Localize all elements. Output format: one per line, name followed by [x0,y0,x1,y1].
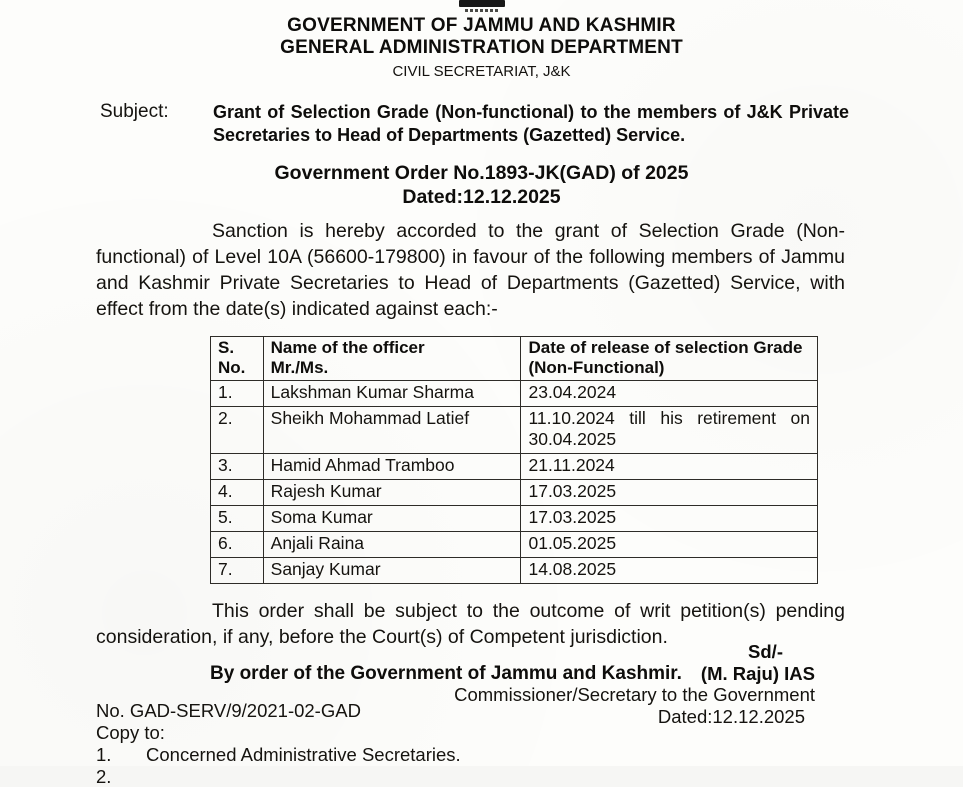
sno-cell: 1. [211,380,264,406]
header-department-line: GENERAL ADMINISTRATION DEPARTMENT [280,37,683,59]
header-date-line2: (Non-Functional) [528,357,665,377]
table-row [211,506,818,532]
copy-to-label: Copy to: [96,722,165,744]
subject-label: Subject: [100,100,169,122]
sno-cell: 6. [211,531,264,557]
table-row [211,531,818,557]
name-cell: Soma Kumar [263,506,521,532]
name-cell: Sanjay Kumar [263,557,521,583]
document-header [0,15,963,81]
table-row [211,480,818,506]
date-cell: 11.10.2024 till his retirement on 30.04.2025 [521,406,818,454]
date-cell: 01.05.2025 [521,531,818,557]
by-order-line: By order of the Government of Jammu and Kashmir. [210,663,682,685]
sno-cell: 2. [211,406,264,454]
name-cell: Hamid Ahmad Tramboo [263,454,521,480]
header-sno-line1: S. [218,337,235,357]
header-date-cell [521,336,818,380]
signature-block [454,641,815,728]
date-cell: 17.03.2025 [521,506,818,532]
date-cell: 23.04.2024 [521,380,818,406]
sno-cell: 5. [211,506,264,532]
officers-table-head [211,336,818,380]
copy-item-text: Concerned Administrative Secretaries. [146,744,461,766]
name-cell: Lakshman Kumar Sharma [263,380,521,406]
order-number-line: Government Order No.1893-JK(GAD) of 2025 [274,162,689,185]
signature-name: (M. Raju) IAS [700,662,815,684]
header-name-line2: Mr./Ms. [270,357,329,377]
signature-designation: Commissioner/Secretary to the Government [454,684,815,706]
table-row [211,454,818,480]
header-government-line: GOVERNMENT OF JAMMU AND KASHMIR [287,15,676,36]
officers-table [210,336,818,584]
header-name-line1: Name of the officer [270,337,425,357]
signature-dated: Dated:12.12.2025 [657,705,805,727]
header-name-cell [263,336,521,380]
copy-item-number: 1. [96,744,112,766]
sno-cell: 7. [211,557,264,583]
emblem-caption-strip [465,9,499,12]
name-cell: Rajesh Kumar [263,480,521,506]
header-sno-cell [211,336,264,380]
order-heading [0,162,963,210]
state-emblem-icon [452,0,512,12]
subject-block [100,101,963,148]
reference-number: No. GAD-SERV/9/2021-02-GAD [96,700,361,721]
date-cell: 21.11.2024 [521,454,818,480]
copy-item [96,744,461,765]
name-cell: Anjali Raina [263,531,521,557]
table-row [211,380,818,406]
signature-sd: Sd/- [748,641,783,662]
copy-to-list [96,744,461,787]
emblem-bar [459,0,505,7]
table-row [211,406,818,454]
copy-item-number: 2. [96,766,112,787]
date-cell: 17.03.2025 [521,480,818,506]
sno-cell: 4. [211,480,264,506]
name-cell: Sheikh Mohammad Latief [263,406,521,454]
footer-block [96,700,461,787]
officer-table-body [211,380,818,583]
subject-text: Grant of Selection Grade (Non-functional) to the members of J&K Private Secretaries to Head of Departments (Gazetted) Service. [213,101,849,145]
header-secretariat-line: CIVIL SECRETARIAT, J&K [392,62,571,80]
date-cell: 14.08.2025 [521,557,818,583]
header-date-line1: Date of release of selection Grade [528,337,803,357]
writ-petition-paragraph: This order shall be subject to the outcome of writ petition(s) pending consideration, if any, before the Court(s) of Competent jurisdiction. [96,599,845,648]
sno-cell: 3. [211,454,264,480]
table-header-row [211,336,818,380]
order-date-line: Dated:12.12.2025 [402,186,561,209]
table-row [211,557,818,583]
sanction-paragraph: Sanction is hereby accorded to the grant of Selection Grade (Non-functional) of Level 10A (56600-179800) in favour of the following members of Jammu and Kashmir Private Secretaries to Head of Departments (Gazetted) Service, with effect from the date(s) indicated against each:- [96,219,845,320]
header-sno-line2: No. [218,357,246,377]
copy-item [96,766,461,787]
